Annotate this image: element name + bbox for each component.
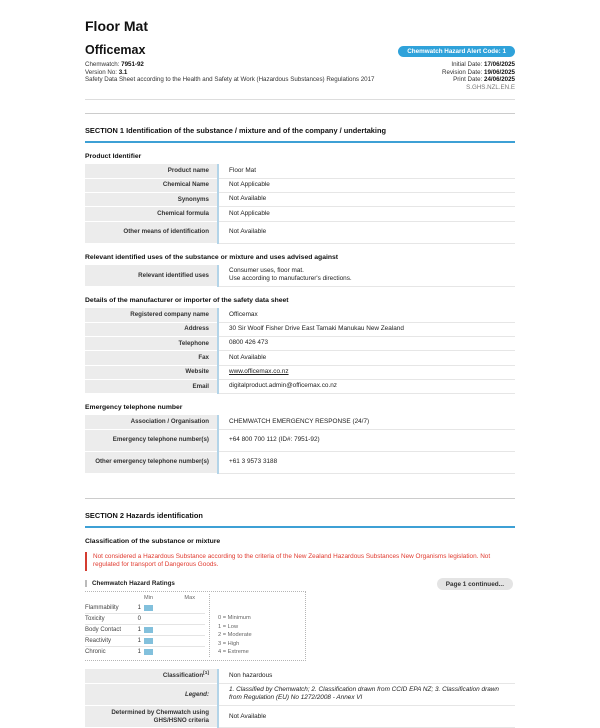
table-row [85, 451, 515, 473]
table-row [85, 221, 515, 243]
table-row [85, 351, 515, 365]
row-value: 30 Sir Woolf Fisher Drive East Tamaki Manukau New Zealand [218, 322, 515, 336]
row-label: Registered company name [85, 308, 218, 322]
legend-item: 0 = Minimum [218, 615, 251, 622]
table-row [85, 265, 515, 287]
legend-item: 2 = Moderate [218, 632, 252, 639]
row-value: Not Available [218, 221, 515, 243]
row-value: Not Applicable [218, 207, 515, 221]
classification-table [85, 669, 515, 728]
rating-value: 1 [137, 626, 141, 633]
row-value: Not Available [218, 192, 515, 206]
row-label: Synonyms [85, 192, 218, 206]
row-value: Not Applicable [218, 178, 515, 192]
legend-item: 4 = Extreme [218, 649, 249, 656]
hazard-ratings-heading: Chemwatch Hazard Ratings [85, 580, 515, 587]
hazard-bar [144, 649, 153, 655]
row-label: Website [85, 365, 218, 379]
row-value: +61 3 9573 3188 [218, 451, 515, 473]
email-link[interactable]: digitalproduct.admin@officemax.co.nz [229, 382, 337, 390]
relevant-uses-heading: Relevant identified uses of the substance or mixture and uses advised against [85, 253, 339, 261]
table-row [85, 669, 515, 683]
row-value: CHEMWATCH EMERGENCY RESPONSE (24/7) [218, 415, 515, 429]
row-value: Floor Mat [218, 164, 515, 178]
revision-date: Revision Date: 19/06/2025 [442, 68, 515, 76]
hazard-bar [144, 605, 153, 611]
rating-value: 0 [137, 615, 141, 622]
row-label: Other emergency telephone number(s) [85, 451, 218, 473]
row-label: Relevant identified uses [85, 265, 218, 287]
table-row [85, 192, 515, 206]
chemwatch-number: Chemwatch: 7951-92 [85, 61, 144, 68]
rating-label: Reactivity [85, 637, 112, 644]
section2-title: SECTION 2 Hazards identification [85, 510, 203, 520]
hazard-ratings-table [85, 594, 210, 657]
hazard-bar [144, 638, 153, 644]
row-label: Telephone [85, 336, 218, 350]
rating-row [85, 636, 205, 647]
ratings-legend [210, 614, 252, 657]
row-label: Determined by Chemwatch using GHS/HSNO criteria [85, 706, 218, 728]
ghs-code: S.GHS.NZL.EN.E [466, 83, 515, 91]
row-label: Fax [85, 351, 218, 365]
row-value [218, 265, 515, 287]
relevant-uses-table [85, 265, 515, 288]
rating-value: 1 [137, 648, 141, 655]
product-identifier-heading: Product Identifier [85, 153, 142, 161]
manufacturer-table [85, 308, 515, 394]
table-row [85, 379, 515, 393]
meta-left [85, 61, 375, 91]
page-title: Floor Mat [85, 18, 148, 34]
max-label: Max [184, 595, 195, 602]
table-row [85, 336, 515, 350]
section1-header [85, 113, 515, 143]
table-row [85, 683, 515, 706]
row-value: Officemax [218, 308, 515, 322]
manufacturer-heading: Details of the manufacturer or importer of the safety data sheet [85, 297, 289, 305]
sds-document-page [85, 0, 515, 728]
legend-item: 1 = Low [218, 623, 239, 630]
sds-statement: Safety Data Sheet according to the Health and Safety at Work (Hazardous Substances) Regulations 2017 [85, 76, 375, 84]
table-row [85, 706, 515, 728]
classification-heading: Classification of the substance or mixture [85, 537, 221, 545]
section1-title: SECTION 1 Identification of the substance / mixture and of the company / undertaking [85, 126, 387, 136]
print-date: Print Date: 24/06/2025 [453, 76, 515, 84]
row-label: Legend: [85, 683, 218, 706]
rating-row [85, 625, 205, 636]
emergency-table [85, 415, 515, 473]
rating-label: Flammability [85, 604, 119, 611]
table-row [85, 365, 515, 379]
rating-value: 1 [137, 637, 141, 644]
hazard-ratings-panel [85, 591, 306, 661]
row-label: Other means of identification [85, 221, 218, 243]
use-line: Consumer uses, floor mat. [229, 267, 304, 275]
table-row [85, 164, 515, 178]
ratings-header-row [85, 594, 205, 603]
row-label: Chemical Name [85, 178, 218, 192]
table-row [85, 178, 515, 192]
row-value: 1. Classified by Chemwatch; 2. Classification drawn from CCID EPA NZ; 3. Classification drawn from Regulation (EU) No 1272/2008 - Annex VI [218, 683, 515, 706]
table-row [85, 308, 515, 322]
row-value [218, 365, 515, 379]
rating-label: Chronic [85, 648, 106, 655]
rating-label: Body Contact [85, 626, 122, 633]
emergency-heading: Emergency telephone number [85, 404, 183, 412]
section2-header [85, 498, 515, 528]
page-footer-badge: Page 1 continued... [437, 578, 513, 590]
row-label: Email [85, 379, 218, 393]
rating-row [85, 614, 205, 625]
rating-row [85, 603, 205, 614]
company-row [85, 43, 515, 57]
rating-value: 1 [137, 604, 141, 611]
row-value: +64 800 700 112 (ID#: 7951-92) [218, 429, 515, 451]
legend-item: 3 = High [218, 640, 240, 647]
table-row [85, 415, 515, 429]
min-label: Min [144, 595, 154, 602]
table-row [85, 207, 515, 221]
use-line: Use according to manufacturer's directions. [229, 275, 352, 283]
hazard-bar [144, 627, 153, 633]
row-label: Emergency telephone number(s) [85, 429, 218, 451]
row-label: Chemical formula [85, 207, 218, 221]
row-label: Classification[1] [85, 669, 218, 683]
hazard-alert-badge: Chemwatch Hazard Alert Code: 1 [398, 46, 515, 57]
hazard-warning-text: Not considered a Hazardous Substance according to the criteria of the New Zealand Hazardous Substances New Organisms legislation. Not regulated for transport of Dangerous Goods. [85, 552, 515, 571]
row-value: Not Available [218, 351, 515, 365]
version-number: Version No: 3.1 [85, 68, 128, 76]
row-value [218, 379, 515, 393]
table-row [85, 322, 515, 336]
header-divider [85, 99, 515, 100]
meta-right [442, 61, 515, 91]
row-value: Non hazardous [218, 669, 515, 683]
row-label: Address [85, 322, 218, 336]
footnote-marker: [1] [203, 671, 209, 677]
row-label: Association / Organisation [85, 415, 218, 429]
company-name: Officemax [85, 43, 146, 57]
initial-date: Initial Date: 17/06/2025 [451, 61, 515, 68]
rating-row [85, 647, 205, 657]
row-value: 0800 426 473 [218, 336, 515, 350]
website-link[interactable]: www.officemax.co.nz [229, 368, 289, 376]
rating-label: Toxicity [85, 615, 105, 622]
product-identifier-table [85, 164, 515, 243]
row-value: Not Available [218, 706, 515, 728]
row-label: Product name [85, 164, 218, 178]
document-meta [85, 61, 515, 91]
table-row [85, 429, 515, 451]
